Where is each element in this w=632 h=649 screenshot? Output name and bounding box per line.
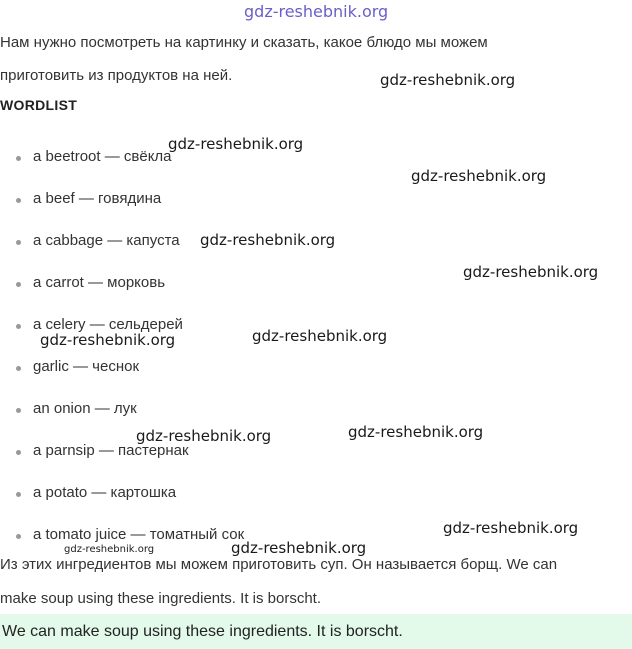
word-entry: a tomato juice — томатный сок — [33, 526, 245, 543]
word-entry: a beef — говядина — [33, 190, 162, 207]
wordlist-heading: WORDLIST — [0, 97, 78, 113]
bullet-icon — [16, 366, 21, 371]
watermark: gdz-reshebnik.org — [348, 423, 484, 441]
word-entry: a potato — картошка — [33, 484, 177, 501]
word-entry: an onion — лук — [33, 400, 137, 417]
bullet-icon — [16, 240, 21, 245]
watermark: gdz-reshebnik.org — [168, 135, 304, 153]
answer-box — [0, 614, 632, 649]
watermark: gdz-reshebnik.org — [443, 519, 579, 537]
intro-line-1: Нам нужно посмотреть на картинку и сказать, какое блюдо мы можем — [0, 34, 488, 51]
conclusion-line-1: Из этих ингредиентов мы можем приготовить суп. Он называется борщ. We can — [0, 556, 558, 573]
watermark: gdz-reshebnik.org — [40, 331, 176, 349]
word-entry: a parnsip — пастернак — [33, 442, 189, 459]
answer-text: We can make soup using these ingredients. It is borscht. — [2, 623, 403, 640]
word-entry: a celery — сельдерей — [33, 316, 183, 333]
bullet-icon — [16, 450, 21, 455]
watermark: gdz-reshebnik.org — [380, 71, 516, 89]
bullet-icon — [16, 324, 21, 329]
bullet-icon — [16, 534, 21, 539]
watermark-top: gdz-reshebnik.org — [244, 2, 389, 21]
bullet-icon — [16, 408, 21, 413]
watermark: gdz-reshebnik.org — [64, 544, 155, 555]
bullet-icon — [16, 156, 21, 161]
conclusion-line-2: make soup using these ingredients. It is borscht. — [0, 590, 322, 607]
watermark: gdz-reshebnik.org — [463, 263, 599, 281]
watermark: gdz-reshebnik.org — [231, 539, 367, 557]
word-entry: a beetroot — свёкла — [33, 148, 172, 165]
bullet-icon — [16, 282, 21, 287]
bullet-icon — [16, 198, 21, 203]
watermark: gdz-reshebnik.org — [252, 327, 388, 345]
word-entry: garlic — чеснок — [33, 358, 140, 375]
word-entry: a carrot — морковь — [33, 274, 166, 291]
intro-line-2: приготовить из продуктов на ней. — [0, 67, 233, 84]
watermark: gdz-reshebnik.org — [200, 231, 336, 249]
watermark: gdz-reshebnik.org — [136, 427, 272, 445]
bullet-icon — [16, 492, 21, 497]
word-entry: a cabbage — капуста — [33, 232, 180, 249]
watermark: gdz-reshebnik.org — [411, 167, 547, 185]
